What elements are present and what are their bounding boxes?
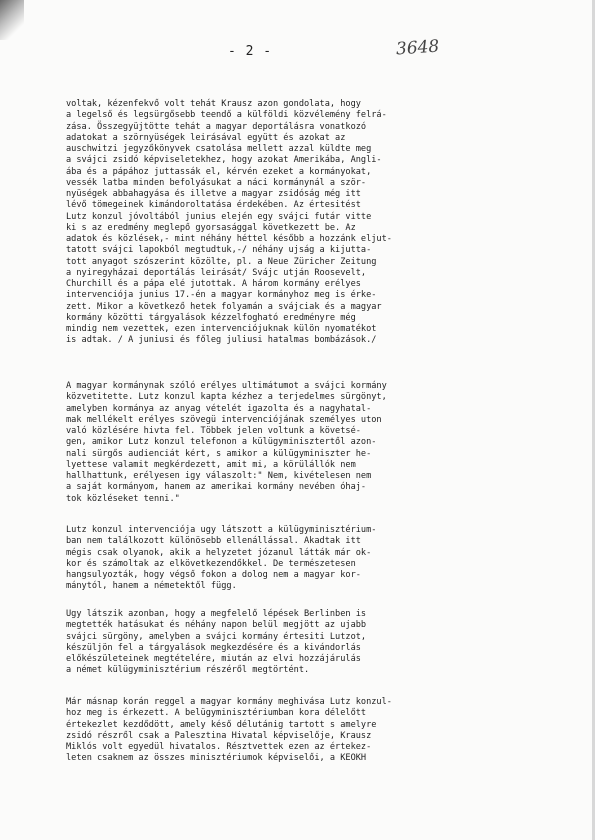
text-line: voltak, kézenfekvő volt tehát Krausz azon gondolata, hogy (66, 99, 361, 109)
text-line: a nyiregyházai deportálás leirását/ Svájc utján Roosevelt, (66, 267, 367, 278)
handwritten-archive-number: 3648 (395, 36, 440, 60)
text-line: kormány közötti tárgyalások kézzelfogható eredményre még (66, 312, 356, 323)
text-line: hangsulyozták, hogy végső fokon a dolog nem a magyar kor- (66, 570, 361, 580)
paragraph-3 (66, 525, 536, 593)
text-line: mak mellékelt erélyes szövegü intervenciójának személyes uton (66, 414, 382, 425)
text-line: tott anyagot szószerint közölte, pl. a Neue Züricher Zeitung (66, 256, 377, 267)
text-line: Lutz konzul jóvoltából junius elején egy svájci futár vitte (66, 211, 372, 222)
text-line: amelyben kormánya az anyag vételét igazolta és a nagyhatal- (66, 403, 372, 414)
text-line: intervenciója junius 17.-én a magyar kormányhoz meg is érke- (66, 290, 377, 301)
text-line: adatok és közlések,- mint néhány héttel később a hozzánk eljut- (66, 234, 392, 244)
text-line: lyettese valamit megkérdezett, amit mi, a körülállók nem (66, 459, 356, 470)
text-line: megtették hatásukat és néhány napon belül megjött az ujabb (66, 620, 367, 631)
text-line: nali sürgős audienciát kért, s amikor a külügyminiszter he- (66, 448, 372, 459)
paragraph-4 (66, 609, 536, 677)
text-line: auschwitzi jegyzőkönyvek csatolása mellett azzal küldte meg (66, 144, 372, 154)
paragraph-1 (66, 99, 536, 347)
text-line: a svájci zsidó képviseletekhez, hogy azokat Amerikába, Angli- (66, 155, 382, 166)
text-line: is adtak. / A juniusi és főleg juliusi hatalmas bombázások./ (66, 335, 377, 346)
scan-corner-shadow (0, 0, 24, 40)
text-line: mégis csak olyanok, akik a helyzetet józanul látták már ok- (66, 547, 372, 558)
text-line: hoz meg is érkezett. A belügyminisztériumban kora délelőtt (66, 708, 367, 719)
text-line: mánytól, hanem a németektől függ. (66, 581, 237, 592)
text-line: kor és számoltak az elkövetkezendőkkel. De természetesen (66, 558, 356, 569)
text-line: vessék latba minden befolyásukat a náci kormánynál a ször- (66, 177, 367, 188)
text-line: ban nem találkozott különösebb ellenállással. Akadtak itt (66, 536, 361, 547)
text-line: Churchill és a pápa elé jutottak. A három kormány erélyes (66, 279, 361, 289)
text-line: Miklós volt egyedül hivatalos. Résztvettek ezen az értekez- (66, 742, 372, 752)
text-line: leten csaknem az összes minisztériumok képviselői, a KEOKH (66, 753, 367, 764)
text-line: hallhattunk, erélyesen igy válaszolt:" Nem, kivételesen nem (66, 471, 372, 481)
text-line: tatott svájci lapokból megtudtuk,-/ néhány ujság a kijutta- (66, 245, 372, 256)
text-line: Ugy látszik azonban, hogy a megfelelő lépések Berlinben is (66, 609, 367, 619)
text-line: a legelső és legsürgősebb teendő a külföldi közvélemény felrá- (66, 110, 387, 121)
text-line: lévő tömegeinek kimándoroltatása érdekében. Az értesitést (66, 200, 361, 211)
text-line: közvetitette. Lutz konzul kapta kézhez a terjedelmes sürgönyt, (66, 392, 387, 403)
text-line: való közlésére hivta fel. Többek jelen voltunk a követsé- (66, 426, 361, 436)
text-line: svájci sürgöny, amelyben a svájci kormány értesiti Lutzot, (66, 631, 367, 642)
text-line: tok közléseket tenni." (66, 493, 180, 504)
text-line: gen, amikor Lutz konzul telefonon a külügyminisztertől azon- (66, 437, 377, 448)
paragraph-5 (66, 697, 536, 765)
text-line: zett. Mikor a következő hetek folyamán a svájciak és a magyar (66, 301, 382, 312)
paragraph-2 (66, 381, 536, 505)
text-line: zsidó részről csak a Palesztina Hivatal képviselője, Krausz (66, 730, 372, 741)
text-line: mindig nem vezettek, ezen intervenciójuknak külön nyomatékot (66, 324, 377, 334)
text-line: Lutz konzul intervenciója ugy látszott a külügyminisztérium- (66, 525, 377, 535)
text-line: A magyar kormánynak szóló erélyes ultimátumot a svájci kormány (66, 381, 387, 391)
text-line: ki s az eredmény meglepő gyorsasággal következett be. Az (66, 222, 356, 233)
text-line: ába és a pápához juttassák el, kérvén ezeket a kormányokat, (66, 166, 372, 177)
text-line: a saját kormányom, hanem az amerikai kormány nevében óhaj- (66, 482, 367, 493)
text-line: adatokat a szörnyüségek leirásával együtt és azokat az (66, 132, 346, 143)
text-line: Már másnap korán reggel a magyar kormány meghivása Lutz konzul- (66, 697, 392, 707)
text-line: nyüségek abbahagyása és illetve a magyar zsidóság még itt (66, 189, 361, 199)
text-line: készüljön fel a tárgyalások megkezdésére és a kivándorlás (66, 642, 361, 653)
page-number: - 2 - (228, 44, 273, 59)
text-line: előkészületeinek megtételére, miután az elvi hozzájárulás (66, 654, 361, 664)
text-line: a német külügyminisztérium részéről megtörtént. (66, 665, 310, 676)
text-line: értekezlet kezdődött, amely késő délutánig tartott s amelyre (66, 719, 377, 730)
text-line: zása. Összegyüjtötte tehát a magyar deportálásra vonatkozó (66, 121, 367, 132)
